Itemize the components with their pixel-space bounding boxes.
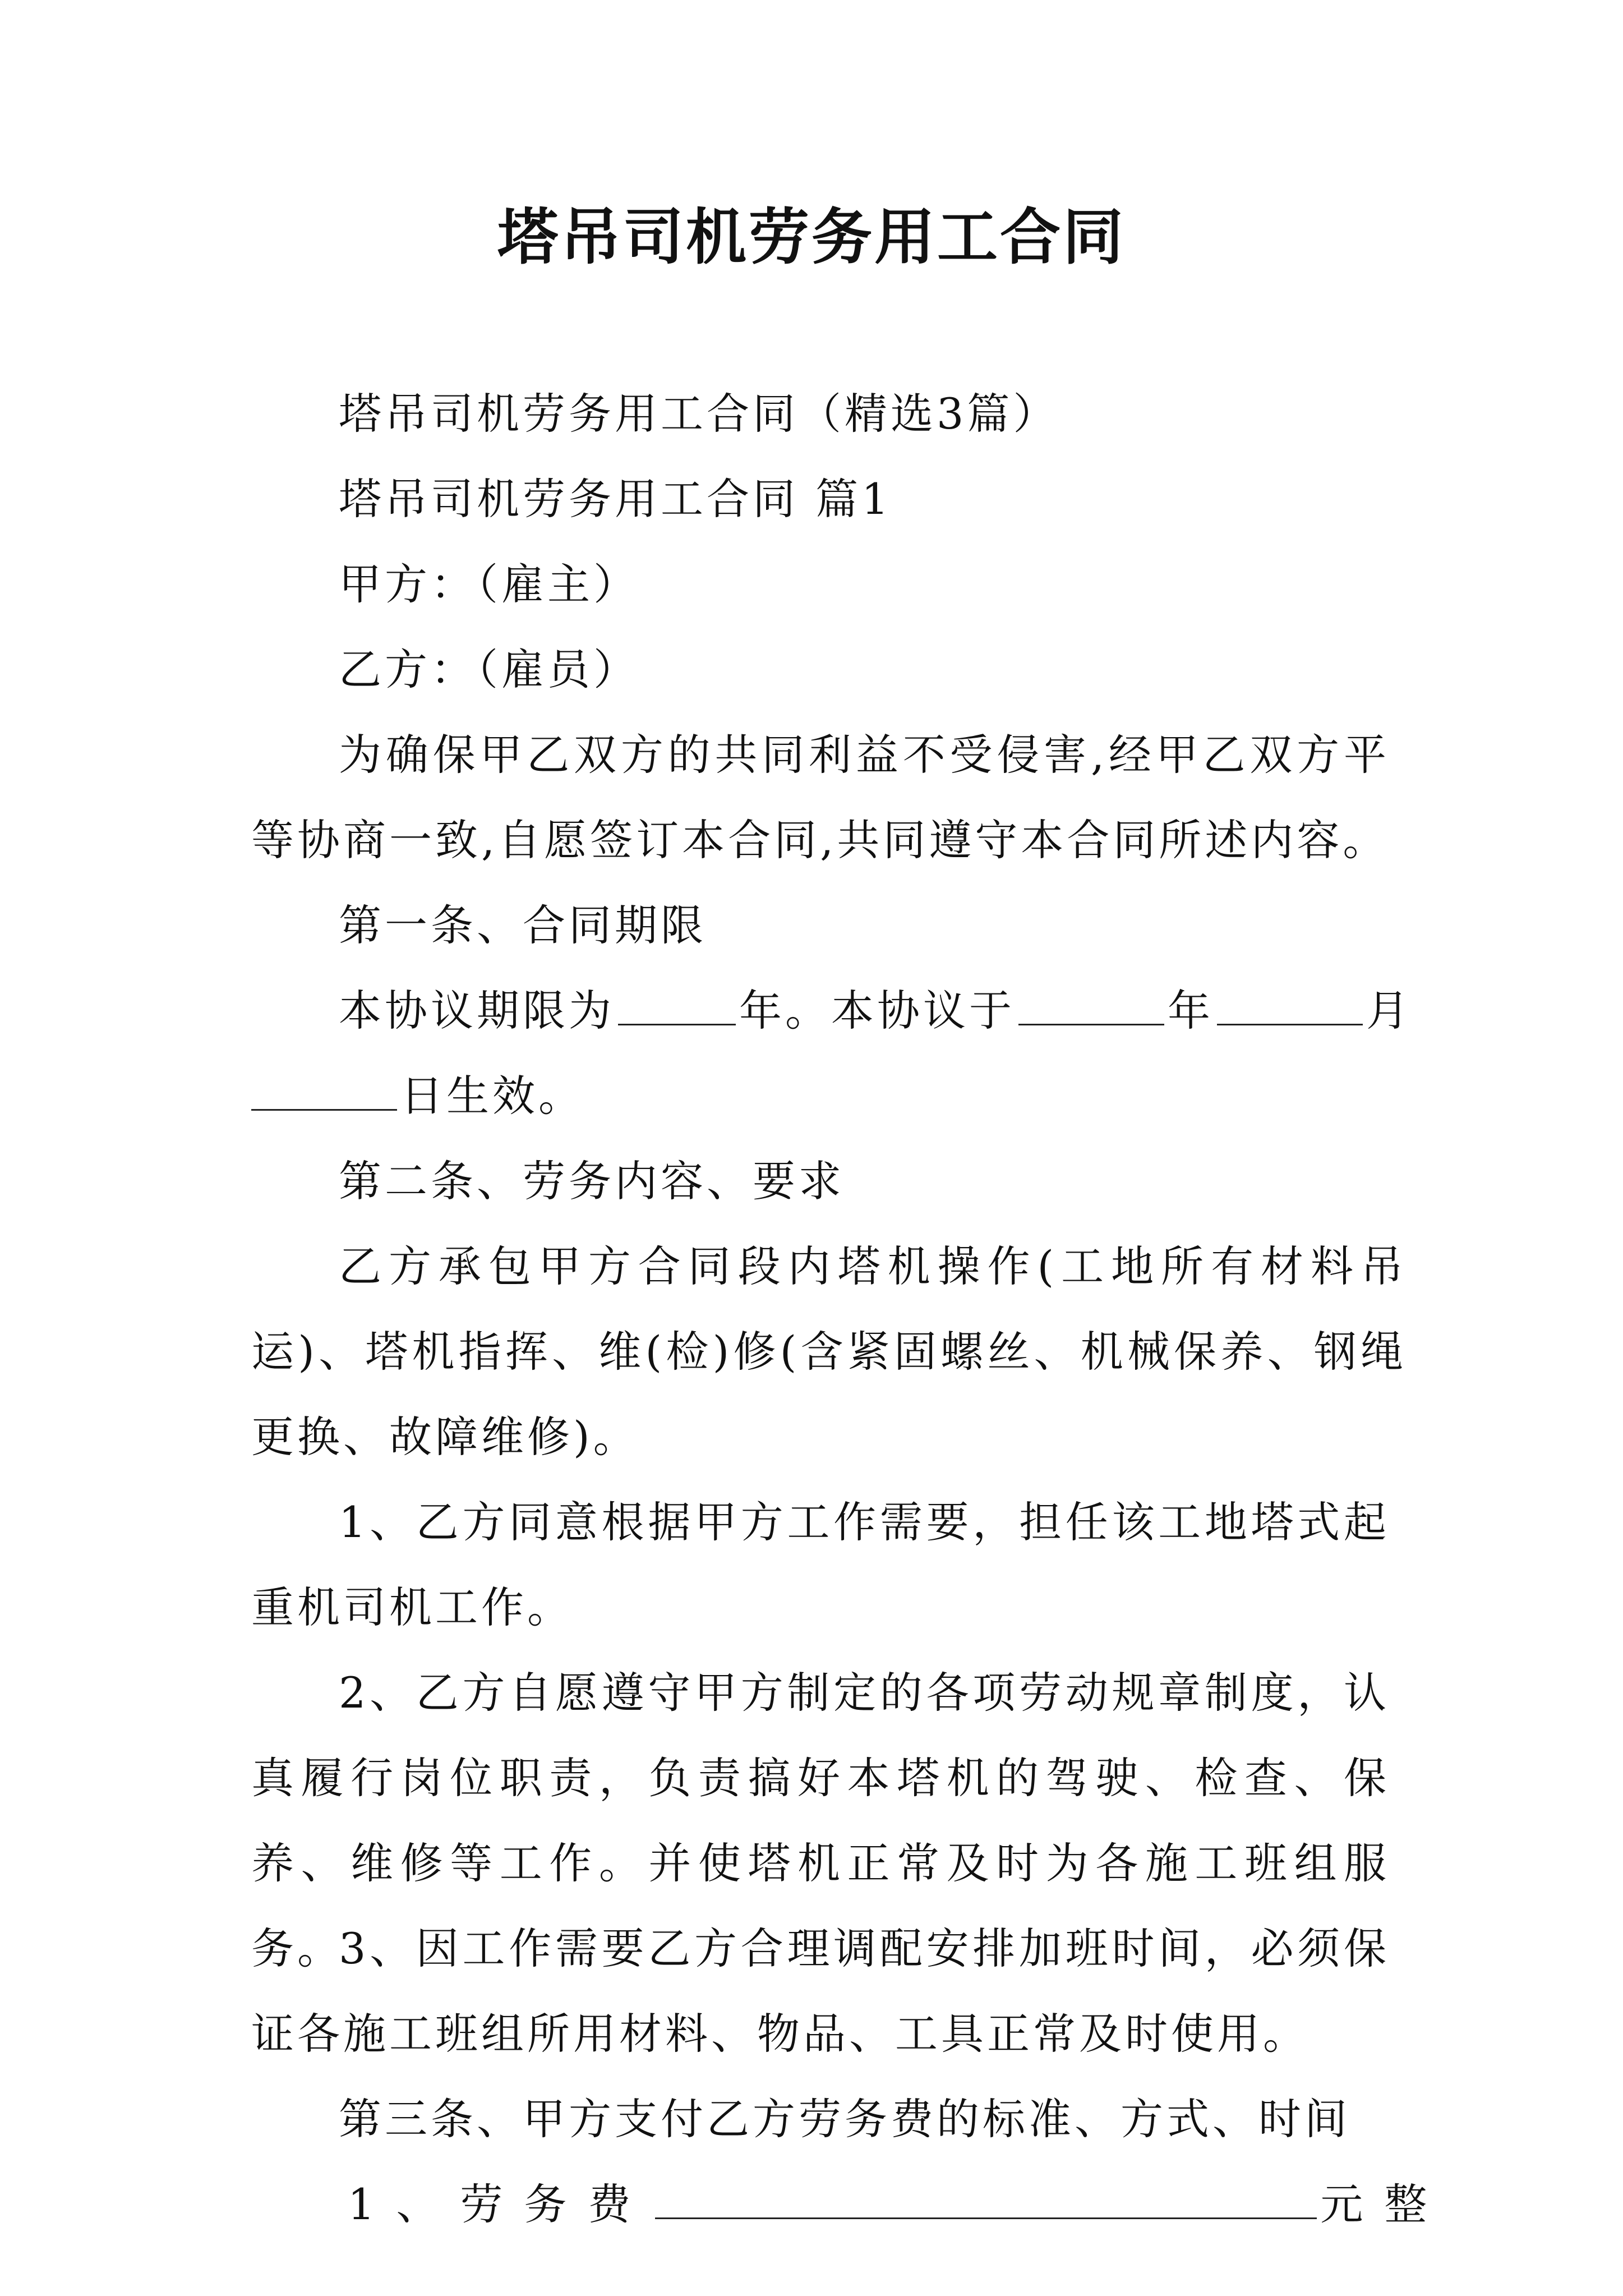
- article1-text-b: 年。本协议于: [739, 986, 1015, 1036]
- article1-text-a: 本协议期限为: [339, 986, 615, 1036]
- fee-line: [348, 2162, 1449, 2247]
- intro-paragraph: 为确保甲乙双方的共同利益不受侵害,经甲乙双方平等协商一致,自愿签订本合同,共同遵守本合同所述内容。: [251, 730, 1390, 865]
- article1-text-d: 月: [1366, 986, 1412, 1036]
- fee-suffix: 元整: [1320, 2179, 1449, 2229]
- article1-text-c: 年: [1168, 986, 1214, 1036]
- start-year-blank[interactable]: [1018, 984, 1164, 1025]
- article2-body: 乙方承包甲方合同段内塔机操作(工地所有材料吊运)、塔机指挥、维(检)修(含紧固螺丝、机械保养、钢绳更换、故障维修)。: [251, 1241, 1407, 1462]
- section-heading: 塔吊司机劳务用工合同 篇1: [339, 474, 892, 524]
- start-day-blank[interactable]: [251, 1070, 397, 1111]
- document-title: 塔吊司机劳务用工合同: [497, 202, 1126, 273]
- party-a-line: 甲方：（雇主）: [339, 559, 639, 609]
- article1-text-e: 日生效。: [400, 1071, 584, 1121]
- fee-label: 1、劳务费: [348, 2179, 652, 2229]
- document-subtitle: 塔吊司机劳务用工合同（精选3篇）: [339, 389, 1059, 439]
- years-blank[interactable]: [618, 984, 736, 1025]
- article3-heading: 第三条、甲方支付乙方劳务费的标准、方式、时间: [339, 2094, 1350, 2144]
- party-b-line: 乙方：（雇员）: [339, 645, 639, 694]
- article2-item-3: 3、因工作需要乙方合理调配安排加班时间，必须保证各施工班组所用材料、物品、工具正常及时使用。: [251, 1924, 1390, 2059]
- article2-item-1: 1、乙方同意根据甲方工作需要，担任该工地塔式起重机司机工作。: [251, 1497, 1390, 1632]
- fee-amount-blank[interactable]: [655, 2178, 1317, 2219]
- article1-heading: 第一条、合同期限: [339, 900, 707, 950]
- start-month-blank[interactable]: [1217, 984, 1363, 1025]
- article2-heading: 第二条、劳务内容、要求: [339, 1156, 845, 1206]
- article1-effective-line: [251, 1053, 1390, 1139]
- article2-item-2: 2、乙方自愿遵守甲方制定的各项劳动规章制度，认真履行岗位职责，负责搞好本塔机的驾驶、检查、保养、维修等工作。并使塔机正常及时为各施工班组服务。: [251, 1668, 1390, 1973]
- article1-term-line: [251, 968, 1477, 1053]
